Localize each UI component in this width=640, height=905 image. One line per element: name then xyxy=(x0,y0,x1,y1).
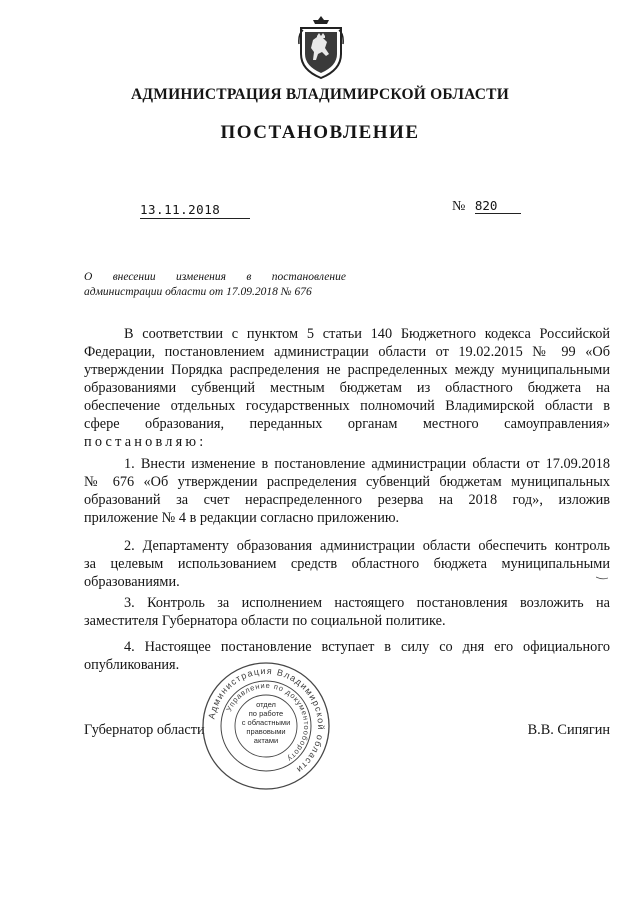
preamble-paragraph: В соответствии с пунктом 5 статьи 140 Бюджетного кодекса Российской Федерации, постановлением администрации области от 19.02.2015 № 99 «Об утверждении Порядка распределения не распределенных между муниципальными образованиями субвенций местным бюджетам из областного бюджета на обеспечение отдельных государственных полномочий Владимирской области в сфере образования, переданных органам местного самоуправления» постановляю: xyxy=(84,326,610,450)
organization-title: АДМИНИСТРАЦИЯ ВЛАДИМИРСКОЙ ОБЛАСТИ xyxy=(131,86,509,103)
signatory-position: Губернатор области xyxy=(84,722,205,738)
clause-1: 1. Внести изменение в постановление администрации области от 17.09.2018 № 676 «Об утверждении распределения субвенций бюджетам муниципальных образований за счет нераспределенного резерва на 2018 год», изложив приложение № 4 в редакции согласно приложению. xyxy=(84,456,610,526)
stamp-outer-text: Администрация Владимирской области xyxy=(206,665,327,776)
stamp-center-text: отдел по работе с областными правовыми актами xyxy=(241,700,291,745)
document-number-field xyxy=(452,198,521,215)
pen-mark xyxy=(596,576,608,580)
document-date: 13.11.2018 xyxy=(140,202,250,219)
resolve-word: постановляю: xyxy=(84,434,207,450)
clause-2: 2. Департаменту образования администрации области обеспечить контроль за целевым использованием средств областного бюджета муниципальными образованиями. xyxy=(84,538,610,590)
document-number: 820 xyxy=(475,198,521,214)
document-type-heading: ПОСТАНОВЛЕНИЕ xyxy=(220,122,420,143)
signatory-name: В.В. Сипягин xyxy=(527,722,610,738)
number-sign: № xyxy=(452,199,466,214)
document-subject xyxy=(84,270,346,300)
subject-line-2: администрации области от 17.09.2018 № 676 xyxy=(84,286,312,298)
clause-3: 3. Контроль за исполнением настоящего постановления возложить на заместителя Губернатора области по социальной политике. xyxy=(84,595,610,629)
subject-line-1: О внесении изменения в постановление xyxy=(84,271,346,283)
coat-of-arms-icon xyxy=(298,14,344,80)
clause-4: 4. Настоящее постановление вступает в силу со дня его официального опубликования. xyxy=(84,639,610,673)
stamp-inner-text: Управление по документообороту xyxy=(224,680,312,764)
